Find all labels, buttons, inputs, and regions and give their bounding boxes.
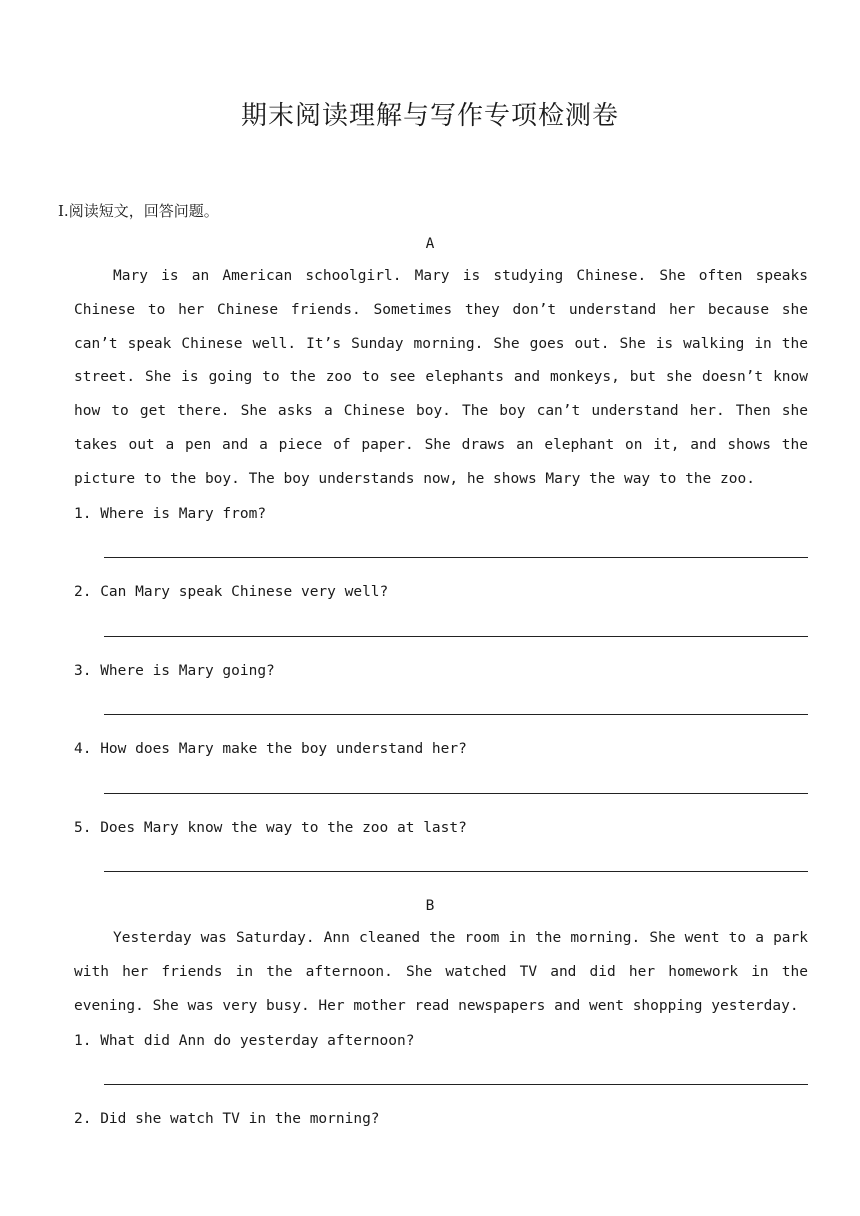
passage-b-text: Yesterday was Saturday. Ann cleaned the room in the morning. She went to a park with her friends in the afternoon. She watched TV and did her homework in the evening. She was very busy. Her mother read newspapers and went shopping yesterday. (74, 930, 808, 1014)
passage-a-text: Mary is an American schoolgirl. Mary is studying Chinese. She often speaks Chinese to her Chinese friends. Sometimes they don’t understand her because she can’t speak Chinese well. It’s Sunday morning. She goes out. She is walking in the street. She is going to the zoo to see elephants and monkeys, but she doesn’t know how to get there. She asks a Chinese boy. The boy can’t understand her. Then she takes out a pen and a piece of paper. She draws an elephant on it, and shows the picture to the boy. The boy understands now, he shows Mary the way to the zoo. (74, 268, 808, 487)
answer-line-a5[interactable] (104, 871, 808, 872)
question-a5: 5. Does Mary know the way to the zoo at last? (74, 820, 467, 836)
answer-line-a1[interactable] (104, 557, 808, 558)
question-b2: 2. Did she watch TV in the morning? (74, 1111, 380, 1127)
section-heading: Ⅰ.阅读短文，回答问题。 (58, 202, 219, 220)
answer-line-a4[interactable] (104, 793, 808, 794)
answer-line-b1[interactable] (104, 1084, 808, 1085)
page-title: 期末阅读理解与写作专项检测卷 (240, 101, 619, 131)
answer-line-a2[interactable] (104, 636, 808, 637)
question-a1: 1. Where is Mary from? (74, 506, 267, 522)
question-b1: 1. What did Ann do yesterday afternoon? (74, 1033, 415, 1049)
passage-a-label: A (425, 236, 435, 252)
question-a4: 4. How does Mary make the boy understand her? (74, 741, 467, 757)
question-a2: 2. Can Mary speak Chinese very well? (74, 584, 389, 600)
question-a3: 3. Where is Mary going? (74, 663, 275, 679)
passage-b-label: B (425, 898, 435, 914)
answer-line-a3[interactable] (104, 714, 808, 715)
